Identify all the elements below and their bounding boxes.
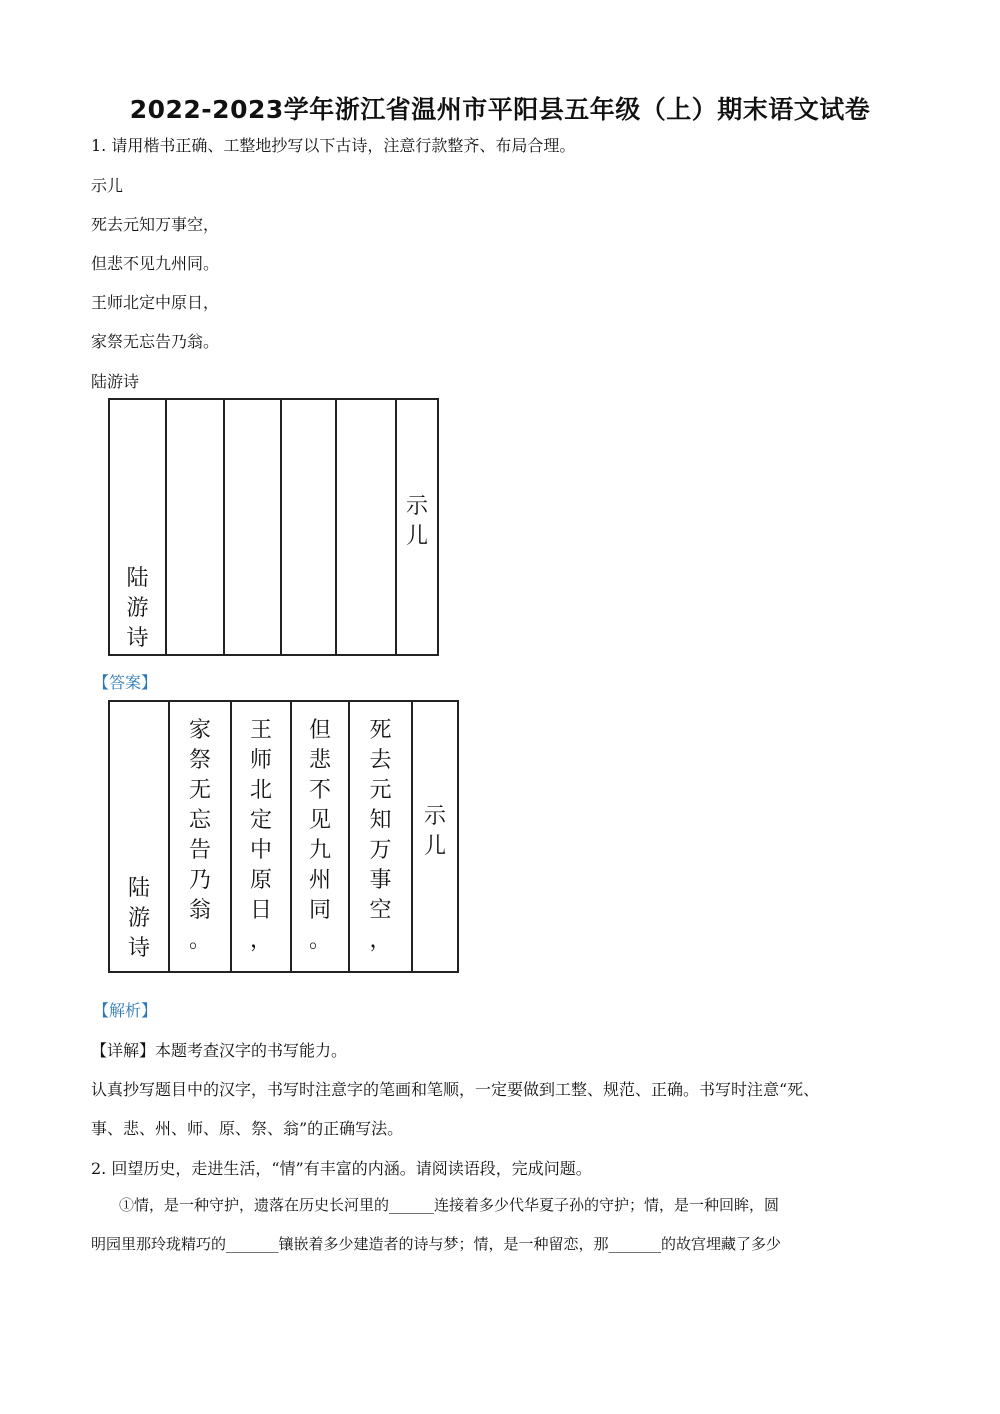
poem-author: 陆游诗	[91, 372, 140, 391]
vertical-char: 悲	[308, 748, 331, 773]
grid-column-blank[interactable]	[165, 400, 223, 654]
answer-line-4-text	[170, 716, 230, 956]
vertical-char: 游	[126, 596, 149, 621]
poem-line-2: 但悲不见九州同。	[91, 254, 220, 273]
poem-line-3: 王师北定中原日，	[91, 293, 220, 312]
vertical-char: 诗	[126, 626, 149, 651]
poem-line-4: 家祭无忘告乃翁。	[91, 332, 220, 351]
answer-line-1-text	[350, 716, 411, 956]
vertical-char: 诗	[127, 936, 150, 961]
answer-label: 【答案】	[93, 673, 158, 692]
vertical-char: 儿	[423, 834, 446, 859]
answer-column-line-4	[168, 702, 230, 971]
writing-grid-blank	[108, 398, 439, 656]
vertical-char: 北	[249, 778, 272, 803]
vertical-char: 万	[369, 838, 392, 863]
answer-line-2-text	[292, 716, 348, 956]
question-1-prompt: 1. 请用楷书正确、工整地抄写以下古诗，注意行款整齐、布局合理。	[91, 136, 576, 155]
vertical-char: 陆	[127, 876, 150, 901]
vertical-char: 去	[369, 748, 392, 773]
vertical-char: 事	[369, 868, 392, 893]
vertical-char: 日	[249, 898, 272, 923]
explanation-line-2: 事、悲、州、师、原、祭、翁”的正确写法。	[91, 1119, 404, 1138]
answer-column-title	[411, 702, 457, 971]
question-2-prompt: 2. 回望历史，走进生活，“情”有丰富的内涵。请阅读语段，完成问题。	[91, 1159, 592, 1178]
writing-grid-answer	[108, 700, 459, 973]
vertical-char: 但	[308, 718, 331, 743]
vertical-char: 示	[423, 804, 446, 829]
answer-line-3-text	[232, 716, 290, 956]
vertical-char: 儿	[405, 524, 428, 549]
answer-title-text	[413, 802, 457, 862]
vertical-char: 原	[249, 868, 272, 893]
vertical-char: ，	[249, 928, 272, 953]
vertical-char: 示	[405, 494, 428, 519]
grid-column-title	[395, 400, 437, 654]
vertical-char: 乃	[188, 868, 211, 893]
answer-column-author	[110, 702, 168, 971]
vertical-char: 祭	[188, 748, 211, 773]
vertical-char: 死	[369, 718, 392, 743]
vertical-char: 州	[308, 868, 331, 893]
answer-column-line-3	[230, 702, 290, 971]
vertical-char: 不	[308, 778, 331, 803]
vertical-char: 元	[369, 778, 392, 803]
vertical-char: 。	[188, 928, 211, 953]
vertical-char: 见	[308, 808, 331, 833]
vertical-char: 中	[249, 838, 272, 863]
vertical-char: 告	[188, 838, 211, 863]
vertical-char: 九	[308, 838, 331, 863]
explanation-line-1: 认真抄写题目中的汉字，书写时注意字的笔画和笔顺，一定要做到工整、规范、正确。书写时注意“死、	[91, 1080, 820, 1099]
vertical-char: 王	[249, 718, 272, 743]
poem-line-1: 死去元知万事空，	[91, 215, 220, 234]
grid-column-author	[110, 400, 165, 654]
answer-column-line-1	[348, 702, 411, 971]
vertical-char: 定	[249, 808, 272, 833]
vertical-char: ，	[369, 928, 392, 953]
grid-title-text	[397, 492, 437, 552]
vertical-char: 知	[369, 808, 392, 833]
vertical-char: 空	[369, 898, 392, 923]
vertical-char: 家	[188, 718, 211, 743]
passage-line-1: ①情，是一种守护，遗落在历史长河里的______连接着多少代华夏子孙的守护；情，是一种回眸，圆	[119, 1196, 780, 1214]
answer-column-line-2	[290, 702, 348, 971]
vertical-char: 师	[249, 748, 272, 773]
vertical-char: 无	[188, 778, 211, 803]
vertical-char: 游	[127, 906, 150, 931]
grid-column-blank[interactable]	[280, 400, 335, 654]
passage-line-2: 明园里那玲珑精巧的_______镶嵌着多少建造者的诗与梦；情，是一种留恋，那_______的故宫埋藏了多少	[91, 1235, 782, 1253]
grid-column-blank[interactable]	[223, 400, 280, 654]
grid-author-text	[110, 564, 165, 654]
page-title: 2022-2023学年浙江省温州市平阳县五年级（上）期末语文试卷	[129, 95, 871, 124]
vertical-char: 陆	[126, 566, 149, 591]
vertical-char: 忘	[188, 808, 211, 833]
detail-text: 【详解】本题考查汉字的书写能力。	[91, 1041, 348, 1060]
analysis-label: 【解析】	[93, 1001, 158, 1020]
grid-column-blank[interactable]	[335, 400, 395, 654]
answer-author-text	[110, 874, 168, 964]
vertical-char: 。	[308, 928, 331, 953]
vertical-char: 同	[308, 898, 331, 923]
poem-title: 示儿	[91, 176, 124, 195]
vertical-char: 翁	[188, 898, 211, 923]
